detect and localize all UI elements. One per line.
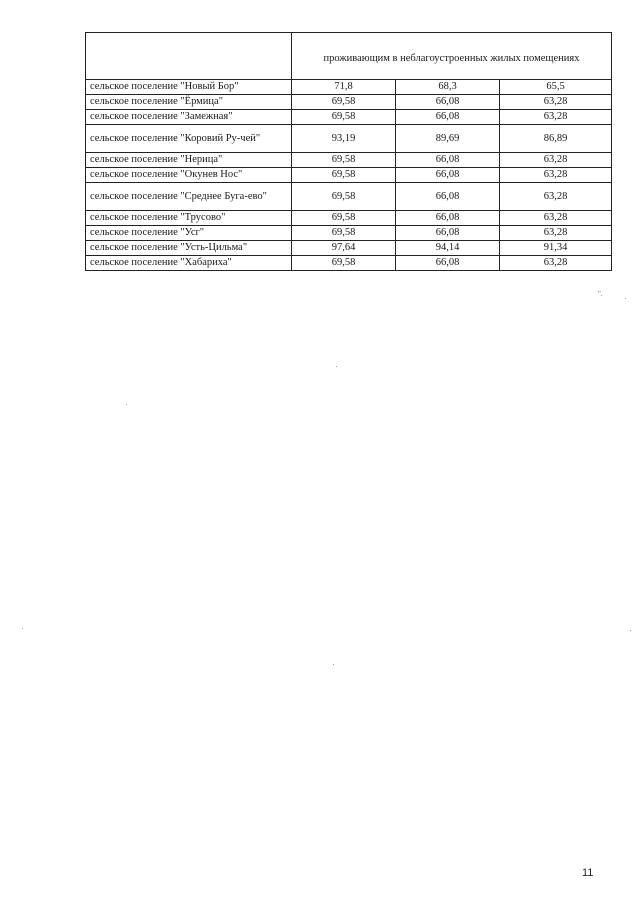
table-row [86,256,612,271]
scan-speck [625,298,626,299]
value-cell: 91,34 [500,241,612,256]
value-cell: 63,28 [500,95,612,110]
settlement-name-cell: сельское поселение "Ёрмица" [86,95,292,110]
value-cell: 69,58 [292,110,396,125]
value-cell: 93,19 [292,125,396,153]
scan-speck [333,664,334,665]
table-row [86,80,612,95]
value-cell: 66,08 [396,211,500,226]
value-cell: 89,69 [396,125,500,153]
closing-quote-mark: ". [598,290,603,298]
value-cell: 66,08 [396,153,500,168]
value-cell: 94,14 [396,241,500,256]
value-cell: 68,3 [396,80,500,95]
settlement-name-cell: сельское поселение "Хабариха" [86,256,292,271]
table-header-row [86,33,612,80]
settlement-name-cell: сельское поселение "Усть-Цильма" [86,241,292,256]
table-row [86,110,612,125]
table-row [86,125,612,153]
scan-speck [22,628,23,629]
value-cell: 69,58 [292,95,396,110]
table-row [86,183,612,211]
table-row [86,153,612,168]
value-cell: 65,5 [500,80,612,95]
value-cell: 63,28 [500,168,612,183]
value-cell: 66,08 [396,110,500,125]
value-cell: 86,89 [500,125,612,153]
table-row [86,226,612,241]
table-header-cell: проживающим в неблагоустроенных жилых помещениях [292,33,612,80]
table-row [86,211,612,226]
value-cell: 66,08 [396,256,500,271]
value-cell: 69,58 [292,256,396,271]
value-cell: 66,08 [396,226,500,241]
value-cell: 66,08 [396,168,500,183]
value-cell: 63,28 [500,256,612,271]
value-cell: 69,58 [292,153,396,168]
value-cell: 63,28 [500,183,612,211]
value-cell: 63,28 [500,153,612,168]
settlement-name-cell: сельское поселение "Окунев Нос" [86,168,292,183]
settlement-name-cell: сельское поселение "Новый Бор" [86,80,292,95]
scan-speck [336,366,337,367]
value-cell: 66,08 [396,95,500,110]
table-row [86,95,612,110]
value-cell: 63,28 [500,226,612,241]
table-row [86,241,612,256]
value-cell: 97,64 [292,241,396,256]
value-cell: 63,28 [500,110,612,125]
table-row [86,168,612,183]
value-cell: 69,58 [292,211,396,226]
settlement-name-cell: сельское поселение "Усг" [86,226,292,241]
value-cell: 63,28 [500,211,612,226]
tariff-table [85,32,612,271]
value-cell: 69,58 [292,168,396,183]
scan-speck [126,404,127,405]
value-cell: 71,8 [292,80,396,95]
settlement-name-cell: сельское поселение "Нерица" [86,153,292,168]
settlement-name-cell: сельское поселение "Коровий Ру-чей" [86,125,292,153]
value-cell: 66,08 [396,183,500,211]
settlement-name-cell: сельское поселение "Замежная" [86,110,292,125]
value-cell: 69,58 [292,226,396,241]
settlement-name-cell: сельское поселение "Трусово" [86,211,292,226]
scan-speck [630,630,631,631]
value-cell: 69,58 [292,183,396,211]
header-empty-cell [86,33,292,80]
settlement-name-cell: сельское поселение "Среднее Буга-ево" [86,183,292,211]
page-number: 11 [582,867,594,879]
